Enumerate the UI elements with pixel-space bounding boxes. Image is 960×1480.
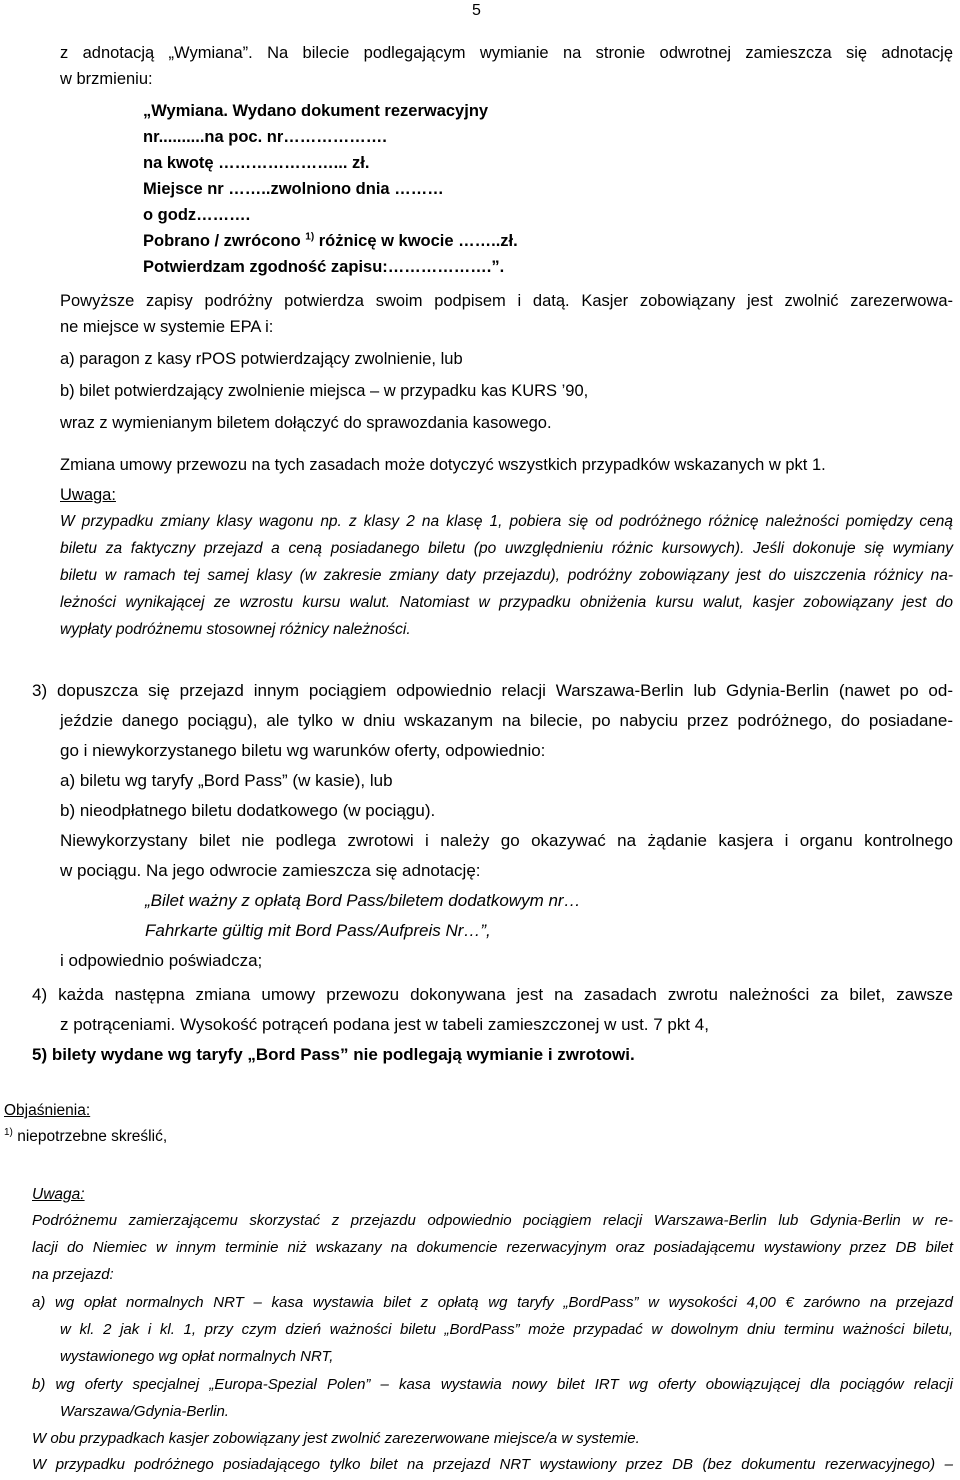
- note2-line-9: W obu przypadkach kasjer zobowiązany jest zwolnić zarezerwowane miejsce/a w systemie.: [32, 1430, 640, 1447]
- note2-line-10: W przypadku podróżnego posiadającego tylko bilet na przejazd NRT wystawiony przez DB (bez dokumentu rezerwacyjnego) –: [32, 1456, 953, 1473]
- note1-line-2: biletu za faktyczny przejazd a ceną posiadanego biletu (po uwzględnieniu różnic kursowych). Jeśli dokonuje się wymiany: [60, 540, 953, 557]
- item3-line-3: go i niewykorzystanego biletu wg warunków oferty, odpowiednio:: [60, 741, 546, 760]
- item3-line-10: i odpowiednio poświadcza;: [60, 951, 263, 970]
- item5: 5) bilety wydane wg taryfy „Bord Pass” nie podlegają wymianie i zwrotowi.: [32, 1045, 635, 1064]
- para1-line-1: Powyższe zapisy podróżny potwierdza swoim podpisem i datą. Kasjer zobowiązany jest zwolnić zarezerwowa-: [60, 292, 953, 310]
- para1-line-5: wraz z wymienianym biletem dołączyć do sprawozdania kasowego.: [60, 414, 552, 432]
- footnote-1-text: niepotrzebne skreślić,: [12, 1128, 168, 1145]
- para2: Zmiana umowy przewozu na tych zasadach może dotyczyć wszystkich przypadków wskazanych w pkt 1.: [60, 456, 826, 474]
- note1-line-5: wypłaty podróżnemu stosownej różnicy należności.: [60, 621, 411, 638]
- item4-line-1: 4) każda następna zmiana umowy przewozu dokonywana jest na zasadach zwrotu należności za bilet, zawsze: [32, 985, 953, 1004]
- item3-line-9: Fahrkarte gültig mit Bord Pass/Aufpreis Nr…”,: [145, 921, 491, 940]
- note2-line-6: wystawionego wg opłat normalnych NRT,: [60, 1348, 334, 1365]
- stamp-line-1: „Wymiana. Wydano dokument rezerwacyjny: [143, 102, 489, 120]
- item3-line-7: w pociągu. Na jego odwrocie zamieszcza się adnotację:: [60, 861, 481, 880]
- para1-line-2: ne miejsce w systemie EPA i:: [60, 318, 274, 336]
- note1-line-1: W przypadku zmiany klasy wagonu np. z klasy 2 na klasę 1, pobiera się od podróżnego różnicę należności pomiędzy ceną: [60, 513, 953, 530]
- note2-line-1: Podróżnemu zamierzającemu skorzystać z przejazdu odpowiednio pociągiem relacji Warszawa-Berlin lub Gdynia-Berlin w re-: [32, 1212, 953, 1229]
- stamp-line-3: na kwotę …………………... zł.: [143, 154, 370, 172]
- item3-line-5: b) nieodpłatnego biletu dodatkowego (w pociągu).: [60, 801, 436, 820]
- item3-line-6: Niewykorzystany bilet nie podlega zwrotowi i należy go okazywać na żądanie kasjera i organu kontrolnego: [60, 831, 953, 850]
- item3-line-1: 3) dopuszcza się przejazd innym pociągiem odpowiednio relacji Warszawa-Berlin lub Gdynia-Berlin (nawet po od-: [32, 681, 953, 700]
- footnotes-heading: Objaśnienia:: [4, 1102, 91, 1119]
- item3-line-4: a) biletu wg taryfy „Bord Pass” (w kasie), lub: [60, 771, 393, 790]
- para1-line-4: b) bilet potwierdzający zwolnienie miejsca – w przypadku kas KURS ’90,: [60, 382, 589, 400]
- footnote-marker: 1): [305, 231, 315, 243]
- stamp-line-2: nr..........na poc. nr……………….: [143, 128, 387, 146]
- stamp-line-6: [143, 230, 518, 252]
- note2-line-8: Warszawa/Gdynia-Berlin.: [60, 1403, 229, 1420]
- intro-line-2: w brzmieniu:: [60, 70, 153, 88]
- item4-line-2: z potrąceniami. Wysokość potrąceń podana jest w tabeli zamieszczonej w ust. 7 pkt 4,: [60, 1015, 709, 1034]
- item3-line-2: jeździe danego pociągu), ale tylko w dniu wskazanym na bilecie, po nabyciu przez podróżnego, do posiadane-: [60, 711, 953, 730]
- note2-heading: Uwaga:: [32, 1186, 85, 1203]
- footnote-1-marker: 1): [4, 1126, 13, 1138]
- intro-line-1: z adnotacją „Wymiana”. Na bilecie podlegającym wymianie na stronie odwrotnej zamieszcza się adnotację: [60, 44, 953, 62]
- stamp-line-4: Miejsce nr ……..zwolniono dnia ………: [143, 180, 444, 198]
- note2-line-7: b) wg oferty specjalnej „Europa-Spezial Polen” – kasa wystawia nowy bilet IRT wg oferty obowiązującej dla pociągów relacji: [32, 1376, 953, 1393]
- stamp-line-6-text-b: różnicę w kwocie ……..zł.: [314, 232, 518, 250]
- para1-line-3: a) paragon z kasy rPOS potwierdzający zwolnienie, lub: [60, 350, 463, 368]
- page-number: 5: [472, 2, 481, 19]
- stamp-line-7: Potwierdzam zgodność zapisu:……………….”.: [143, 258, 505, 276]
- note1-line-4: leżności wynikającej ze wzrostu kursu walut. Natomiast w przypadku obniżenia kursu walut, kasjer zobowiązany jest do: [60, 594, 953, 611]
- stamp-line-6-text-a: Pobrano / zwrócono: [143, 232, 306, 250]
- note2-line-2: lacji do Niemiec w innym terminie niż wskazany na dokumencie rezerwacyjnym oraz posiadającemu wystawiony przez DB bilet: [32, 1239, 953, 1256]
- note2-line-5: w kl. 2 jak i kl. 1, przy czym dzień ważności biletu „BordPass” może przypadać w dowolnym dniu terminu ważności biletu,: [60, 1321, 953, 1338]
- note1-heading: Uwaga:: [60, 486, 116, 504]
- footnote-1: [4, 1126, 167, 1148]
- item3-line-8: „Bilet ważny z opłatą Bord Pass/biletem dodatkowym nr…: [145, 891, 581, 910]
- note2-line-3: na przejazd:: [32, 1266, 114, 1283]
- stamp-line-5: o godz……….: [143, 206, 251, 224]
- note1-line-3: biletu w ramach tej samej klasy (w zakresie zmiany daty przejazdu), podróżny zobowiązany jest do uiszczenia różnicy na-: [60, 567, 953, 584]
- note2-line-4: a) wg opłat normalnych NRT – kasa wystawia bilet z opłatą wg taryfy „BordPass” w wysokości 4,00 € zarówno na przejazd: [32, 1294, 953, 1311]
